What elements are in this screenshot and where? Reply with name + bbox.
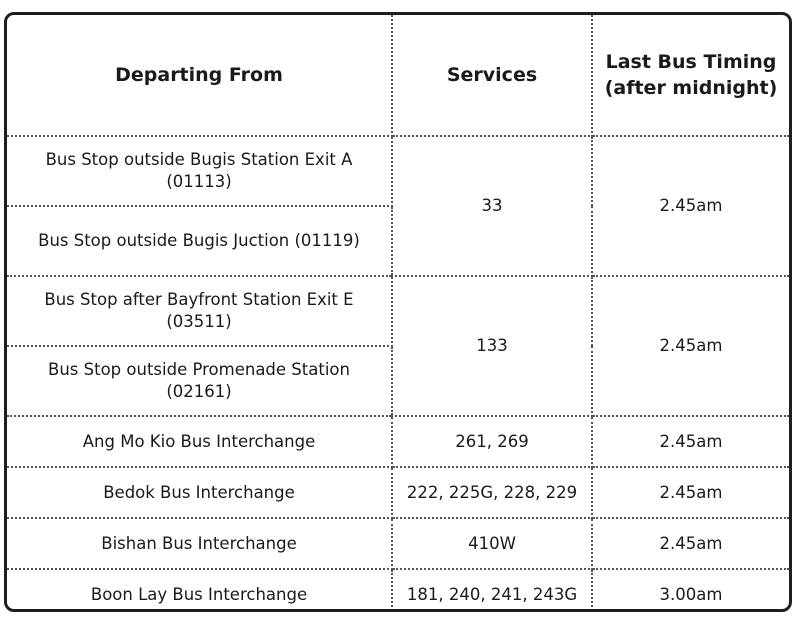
services-cell: 410W [392, 518, 592, 569]
bus-timing-table [7, 15, 789, 612]
services-cell: 222, 225G, 228, 229 [392, 467, 592, 518]
bus-timing-table-frame [4, 12, 792, 612]
services-cell: 261, 269 [392, 416, 592, 467]
services-cell: 133 [392, 276, 592, 416]
departing-cell: Bus Stop outside Bugis Station Exit A (01113) [7, 136, 392, 206]
header-services [392, 15, 592, 136]
departing-cell: Bus Stop outside Promenade Station (02161) [7, 346, 392, 416]
table-row [7, 276, 789, 346]
services-cell: 181, 240, 241, 243G [392, 569, 592, 612]
departing-cell: Bedok Bus Interchange [7, 467, 392, 518]
header-departing-label: Departing From [115, 64, 283, 86]
departing-cell: Bishan Bus Interchange [7, 518, 392, 569]
table-row [7, 136, 789, 206]
departing-cell: Ang Mo Kio Bus Interchange [7, 416, 392, 467]
header-last-bus-line2: (after midnight) [604, 77, 778, 99]
last-bus-cell: 2.45am [592, 467, 789, 518]
table-row [7, 467, 789, 518]
last-bus-cell: 2.45am [592, 136, 789, 276]
last-bus-cell: 2.45am [592, 518, 789, 569]
departing-cell: Bus Stop outside Bugis Juction (01119) [7, 206, 392, 276]
header-last-bus-timing [592, 15, 789, 136]
header-row [7, 15, 789, 136]
last-bus-cell: 2.45am [592, 416, 789, 467]
departing-cell: Bus Stop after Bayfront Station Exit E (03511) [7, 276, 392, 346]
table-row [7, 569, 789, 612]
header-departing-from [7, 15, 392, 136]
header-services-label: Services [446, 64, 538, 86]
header-last-bus-line1: Last Bus Timing [605, 51, 777, 73]
table-row [7, 416, 789, 467]
last-bus-cell: 3.00am [659, 584, 723, 604]
table-row [7, 518, 789, 569]
last-bus-cell: 2.45am [592, 276, 789, 416]
departing-cell: Boon Lay Bus Interchange [7, 569, 392, 612]
services-cell: 33 [392, 136, 592, 276]
